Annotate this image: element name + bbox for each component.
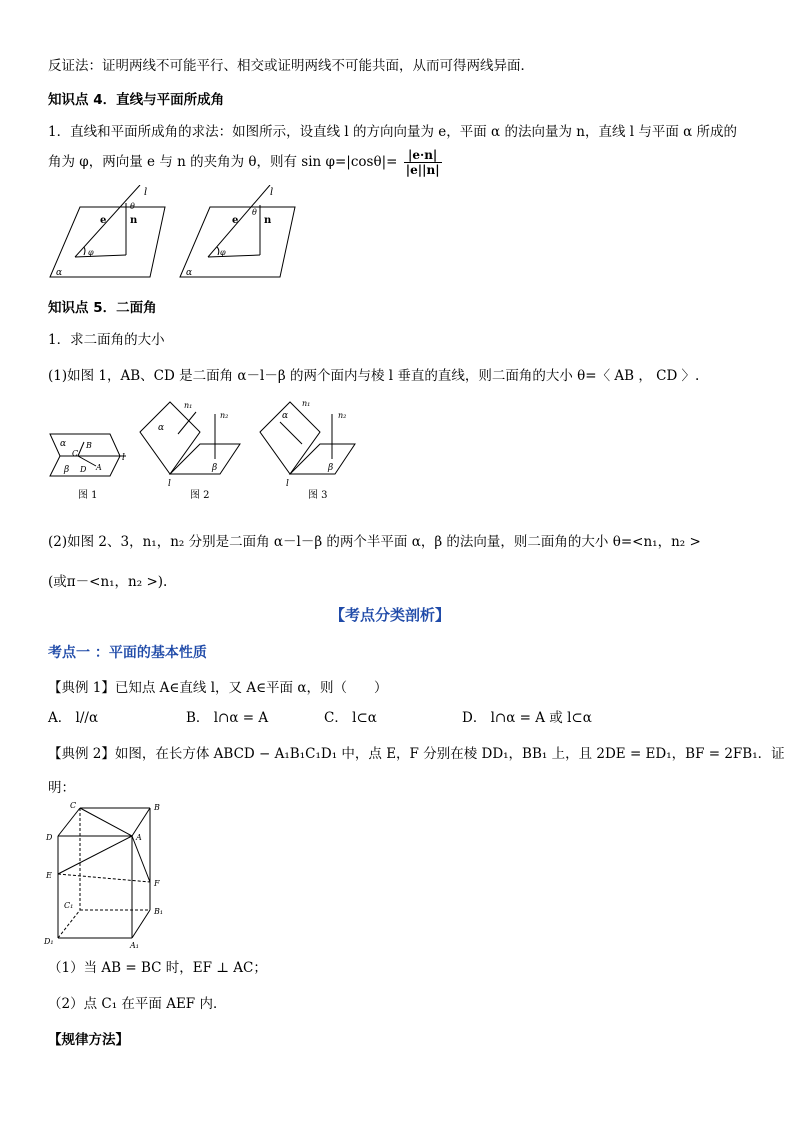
example-2-sub-1: （1）当 AB = BC 时，EF ⊥ AC； [48,960,267,976]
cuboid-D: D [46,833,53,842]
fig3-l: l [286,479,289,489]
cuboid-B: B [154,803,160,812]
fig1-B: B [86,441,92,450]
label-e-right: e [232,215,239,226]
kp5-para-1: 1．求二面角的大小 [48,332,165,348]
kp5-para-4: (或π－<n₁，n₂ >). [48,574,168,590]
kp4-para-1: 1．直线和平面所成角的求法：如图所示，设直线 l 的方向向量为 e，平面 α 的法向量为 n，直线 l 与平面 α 所成的 [48,124,738,140]
label-phi-left: φ [88,248,94,257]
example-1-option-d: D． l∩α = A 或 l⊂α [462,710,592,726]
label-phi-right: φ [220,248,226,257]
kp5-para-2: (1)如图 1，AB、CD 是二面角 α－l－β 的两个面内与棱 l 垂直的直线，则二面角的大小 θ=〈 AB ， CD 〉. [48,368,700,384]
fraction-numerator: |e·n| [404,148,442,163]
fig1-D: D [80,465,87,474]
cuboid-A1: A₁ [130,941,139,950]
cuboid-edges [58,808,150,938]
fig1-alpha: α [60,439,67,449]
fig1-l: l [122,453,125,463]
dihedral-figures [40,384,370,504]
section-title: 【考点分类剖析】 [330,606,451,624]
kp4-para-2 [48,148,442,177]
label-e-left: e [100,215,107,226]
cuboid-E: E [46,871,52,880]
label-l-left: l [144,187,148,198]
fig1-beta: β [64,465,70,475]
cuboid-figure [40,796,180,950]
fig2-beta: β [212,463,218,473]
kp5-para-3: (2)如图 2、3，n₁，n₂ 分别是二面角 α－l－β 的两个半平面 α，β 的法向量，则二面角的大小 θ=<n₁，n₂ > [48,534,701,550]
fig3-n1: n₁ [302,399,311,408]
example-2-sub-2: （2）点 C₁ 在平面 AEF 内． [48,996,227,1012]
label-l-right: l [270,187,274,198]
example-1-question: 【典例 1】已知点 A∈直线 l，又 A∈平面 α，则（ ） [48,680,388,696]
label-n-right: n [264,215,272,226]
line-plane-figure-left [50,185,165,277]
fig1-caption: 图 1 [78,490,98,501]
fig3-caption: 图 3 [308,490,328,501]
label-alpha-left: α [56,268,63,278]
kp5-title: 知识点 5．二面角 [48,300,157,316]
kp4-para-2-text: 角为 φ，两向量 e 与 n 的夹角为 θ，则有 sin φ=|cosθ|= [48,154,398,170]
line-plane-figure-right [180,185,295,277]
example-1-option-c: C． l⊂α [324,710,377,726]
kp4-title: 知识点 4．直线与平面所成角 [48,92,225,108]
cuboid-C1: C₁ [64,901,74,910]
fraction-denominator: |e||n| [405,163,440,177]
rule-method-title: 【规律方法】 [48,1032,129,1048]
fig2-alpha: α [158,423,165,433]
label-theta-left: θ [130,202,135,211]
example-2-question-1: 【典例 2】如图，在长方体 ABCD − A₁B₁C₁D₁ 中，点 E，F 分别在棱 DD₁，BB₁ 上，且 2DE = ED₁，BF = 2FB₁．证 [48,746,785,762]
fig2-caption: 图 2 [190,490,210,501]
fig3-beta: β [328,463,334,473]
fig2-l: l [168,479,171,489]
cuboid-F: F [154,879,160,888]
fig2-n1: n₁ [184,401,193,410]
example-2-question-2: 明： [48,780,75,796]
label-n-left: n [130,215,138,226]
fig2-n2: n₂ [220,411,229,420]
label-alpha-right: α [186,268,193,278]
line-plane-angle-figures [40,185,320,285]
fig1-C: C [72,449,79,458]
fig3-alpha: α [282,411,289,421]
fig1-A: A [96,463,102,472]
example-1-option-b: B． l∩α = A [186,710,269,726]
kaodian-1-title: 考点一 ：平面的基本性质 [48,645,207,661]
example-1-option-a: A． l//α [48,710,99,726]
sin-formula-fraction [404,148,442,177]
cuboid-C: C [70,801,77,810]
label-theta-right: θ [252,208,257,217]
intro-line: 反证法：证明两线不可能平行、相交或证明两线不可能共面，从而可得两线异面． [48,58,534,74]
cuboid-B1: B₁ [154,907,164,916]
fig3-n2: n₂ [338,411,347,420]
cuboid-A: A [136,833,142,842]
cuboid-D1: D₁ [44,937,54,946]
